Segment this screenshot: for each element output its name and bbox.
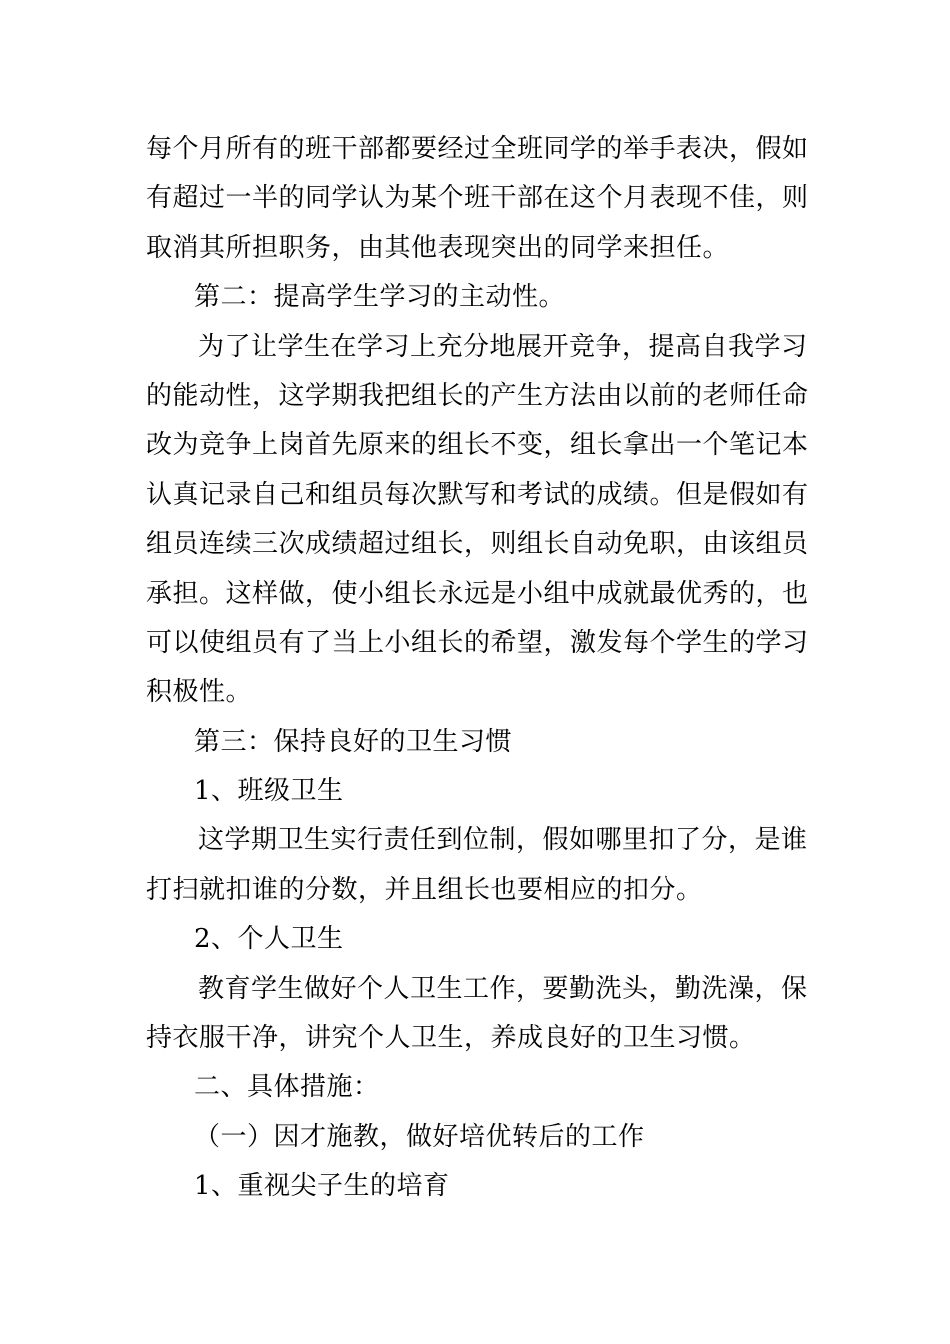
section-heading: 第二：提高学生学习的主动性。 [194,282,566,313]
text-line: 组员连续三次成绩超过组长，则组长自动免职，由该组员 [146,529,809,560]
text-line: 为了让学生在学习上充分地展开竞争，提高自我学习 [198,331,808,362]
text-line: 积极性。 [146,677,253,708]
text-line: 每个月所有的班干部都要经过全班同学的举手表决，假如 [146,134,809,164]
text-line: 的能动性，这学期我把组长的产生方法由以前的老师任命 [146,380,809,411]
text-line: 打扫就扣谁的分数，并且组长也要相应的扣分。 [146,874,703,905]
subsection-heading: 1、重视尖子生的培育 [194,1171,450,1202]
text-line: 这学期卫生实行责任到位制，假如哪里扣了分，是谁 [198,825,808,856]
section-heading: 二、具体措施： [194,1072,380,1103]
text-line: 持衣服干净，讲究个人卫生，养成良好的卫生习惯。 [146,1023,756,1054]
document-body [146,125,816,1212]
text-line: 可以使组员有了当上小组长的希望，激发每个学生的学习 [146,627,809,658]
subsection-heading: 2、个人卫生 [194,924,344,955]
text-line: 取消其所担职务，由其他表现突出的同学来担任。 [146,232,730,263]
subsection-heading: （一）因才施教，做好培优转后的工作 [194,1121,645,1152]
text-line: 认真记录自己和组员每次默写和考试的成绩。但是假如有 [146,479,809,510]
section-heading: 第三：保持良好的卫生习惯 [194,726,513,757]
text-line: 教育学生做好个人卫生工作，要勤洗头，勤洗澡，保 [198,973,808,1004]
text-line: 承担。这样做，使小组长永远是小组中成就最优秀的，也 [146,578,809,609]
text-line: 改为竞争上岗首先原来的组长不变，组长拿出一个笔记本 [146,430,809,461]
text-line: 有超过一半的同学认为某个班干部在这个月表现不佳，则 [146,183,809,214]
subsection-heading: 1、班级卫生 [194,776,344,807]
